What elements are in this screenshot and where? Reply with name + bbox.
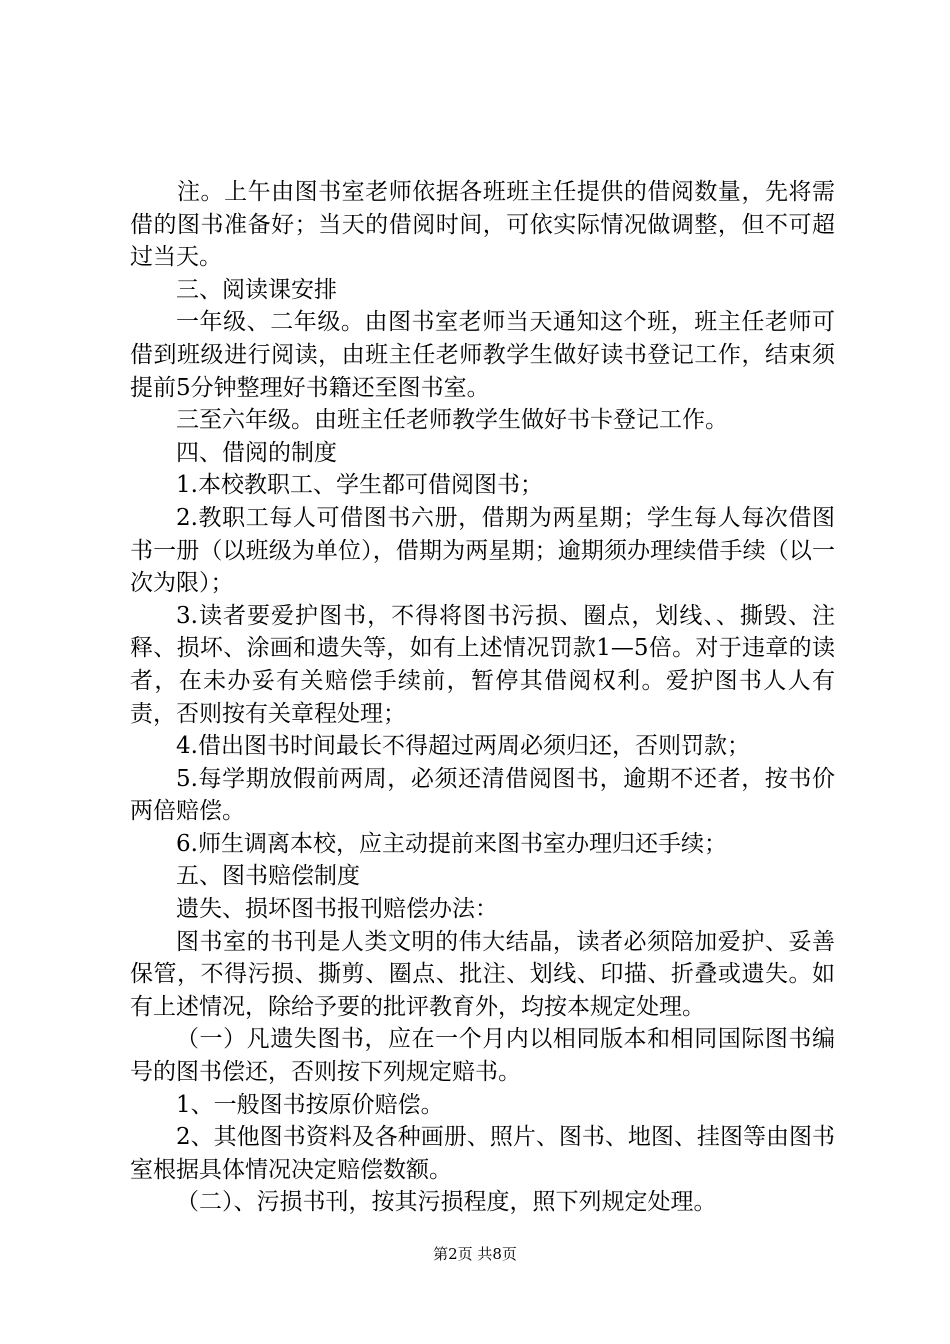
list-item: 1、一般图书按原价赔偿。 (176, 1091, 444, 1118)
list-item: 6.师生调离本校，应主动提前来图书室办理归还手续； (176, 830, 727, 857)
list-item: 1.本校教职工、学生都可借阅图书； (176, 472, 543, 499)
list-item: 5.每学期放假前两周，必须还清借阅图书，逾期不还者，按书价两倍赔偿。 (130, 765, 835, 825)
document-body (130, 176, 835, 1219)
section-heading-reading-class: 三、阅读课安排 (176, 276, 337, 303)
section-heading-borrowing-rules: 四、借阅的制度 (176, 439, 337, 466)
list-item: 2、其他图书资料及各种画册、照片、图书、地图、挂图等由图书室根据具体情况决定赔偿数额。 (130, 1124, 835, 1183)
paragraph: 注。上午由图书室老师依据各班班主任提供的借阅数量，先将需借的图书准备好；当天的借阅时间，可依实际情况做调整，但不可超过当天。 (130, 179, 835, 271)
paragraph: 三至六年级。由班主任老师教学生做好书卡登记工作。 (176, 407, 728, 434)
list-item: 2.教职工每人可借图书六册，借期为两星期；学生每人每次借图书一册（以班级为单位），借期为两星期；逾期须办理续借手续（以一次为限）； (130, 504, 835, 597)
paragraph: 图书室的书刊是人类文明的伟大结晶，读者必须陪加爱护、妥善保管，不得污损、撕剪、圈点、批注、划线、印描、折叠或遗失。如有上述情况，除给予要的批评教育外，均按本规定处理。 (130, 928, 835, 1020)
paragraph: 遗失、损坏图书报刊赔偿办法： (176, 896, 498, 923)
page-footer: 第2页 共8页 (433, 1245, 517, 1263)
paragraph: 一年级、二年级。由图书室老师当天通知这个班，班主任老师可借到班级进行阅读，由班主任老师教学生做好读书登记工作，结束须提前5分钟整理好书籍还至图书室。 (130, 309, 835, 401)
paragraph: （一）凡遗失图书，应在一个月内以相同版本和相同国际图书编号的图书偿还，否则按下列规定赔书。 (130, 1026, 835, 1086)
list-item: 3.读者要爱护图书，不得将图书污损、圈点，划线、、撕毁、注释、损坏、涂画和遗失等，如有上述情况罚款1—5倍。对于违章的读者，在未办妥有关赔偿手续前，暂停其借阅权利。爱护图书人人有责，否则按有关章程处理； (130, 602, 835, 727)
section-heading-compensation: 五、图书赔偿制度 (176, 863, 360, 890)
list-item: 4.借出图书时间最长不得超过两周必须归还，否则罚款； (176, 733, 750, 760)
paragraph: （二）、污损书刊，按其污损程度，照下列规定处理。 (176, 1189, 717, 1216)
